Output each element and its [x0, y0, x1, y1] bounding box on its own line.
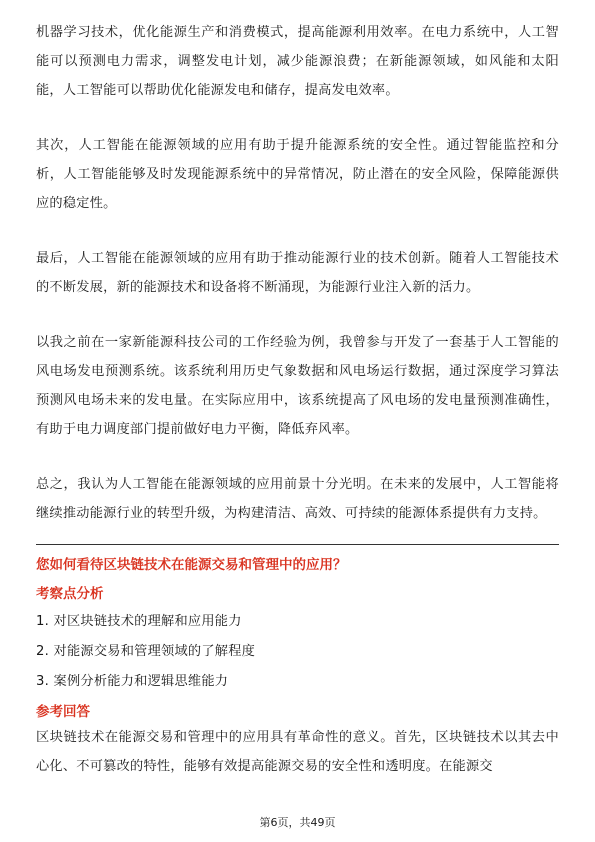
paragraph-gap — [36, 105, 559, 131]
analysis-list — [36, 607, 559, 697]
body-paragraph-5: 总之，我认为人工智能在能源领域的应用前景十分光明。在未来的发展中，人工智能将继续推动能源行业的转型升级，为构建清洁、高效、可持续的能源体系提供有力支持。 — [36, 477, 559, 521]
paragraph-gap — [36, 302, 559, 328]
body-paragraph-2: 其次，人工智能在能源领域的应用有助于提升能源系统的安全性。通过智能监控和分析，人工智能能够及时发现能源系统中的异常情况，防止潜在的安全风险，保障能源供应的稳定性。 — [36, 138, 559, 211]
analysis-heading: 考察点分析 — [36, 586, 104, 602]
answer-text: 区块链技术在能源交易和管理中的应用具有革命性的意义。首先，区块链技术以其去中心化、不可篡改的特性，能够有效提高能源交易的安全性和透明度。在能源交 — [36, 730, 559, 774]
analysis-item-1: 1. 对区块链技术的理解和应用能力 — [36, 614, 242, 629]
interview-question: 您如何看待区块链技术在能源交易和管理中的应用？ — [36, 557, 347, 573]
analysis-item-3: 3. 案例分析能力和逻辑思维能力 — [36, 674, 229, 689]
section-divider — [36, 544, 559, 545]
body-paragraph-3: 最后，人工智能在能源领域的应用有助于推动能源行业的技术创新。随着人工智能技术的不断发展，新的能源技术和设备将不断涌现，为能源行业注入新的活力。 — [36, 251, 559, 295]
paragraph-gap — [36, 444, 559, 470]
page-footer: 第6页，共49页 — [259, 816, 336, 829]
answer-heading: 参考回答 — [36, 704, 90, 720]
document-page — [36, 18, 559, 781]
analysis-item-2: 2. 对能源交易和管理领域的了解程度 — [36, 644, 256, 659]
paragraph-gap — [36, 218, 559, 244]
body-paragraph-4: 以我之前在一家新能源科技公司的工作经验为例，我曾参与开发了一套基于人工智能的风电场发电预测系统。该系统利用历史气象数据和风电场运行数据，通过深度学习算法预测风电场未来的发电量。在实际应用中，该系统提高了风电场的发电量预测准确性，有助于电力调度部门提前做好电力平衡，降低弃风率。 — [36, 335, 559, 437]
body-paragraph-1: 机器学习技术，优化能源生产和消费模式，提高能源利用效率。在电力系统中，人工智能可以预测电力需求，调整发电计划，减少能源浪费；在新能源领域，如风能和太阳能，人工智能可以帮助优化能源发电和储存，提高发电效率。 — [36, 25, 559, 98]
